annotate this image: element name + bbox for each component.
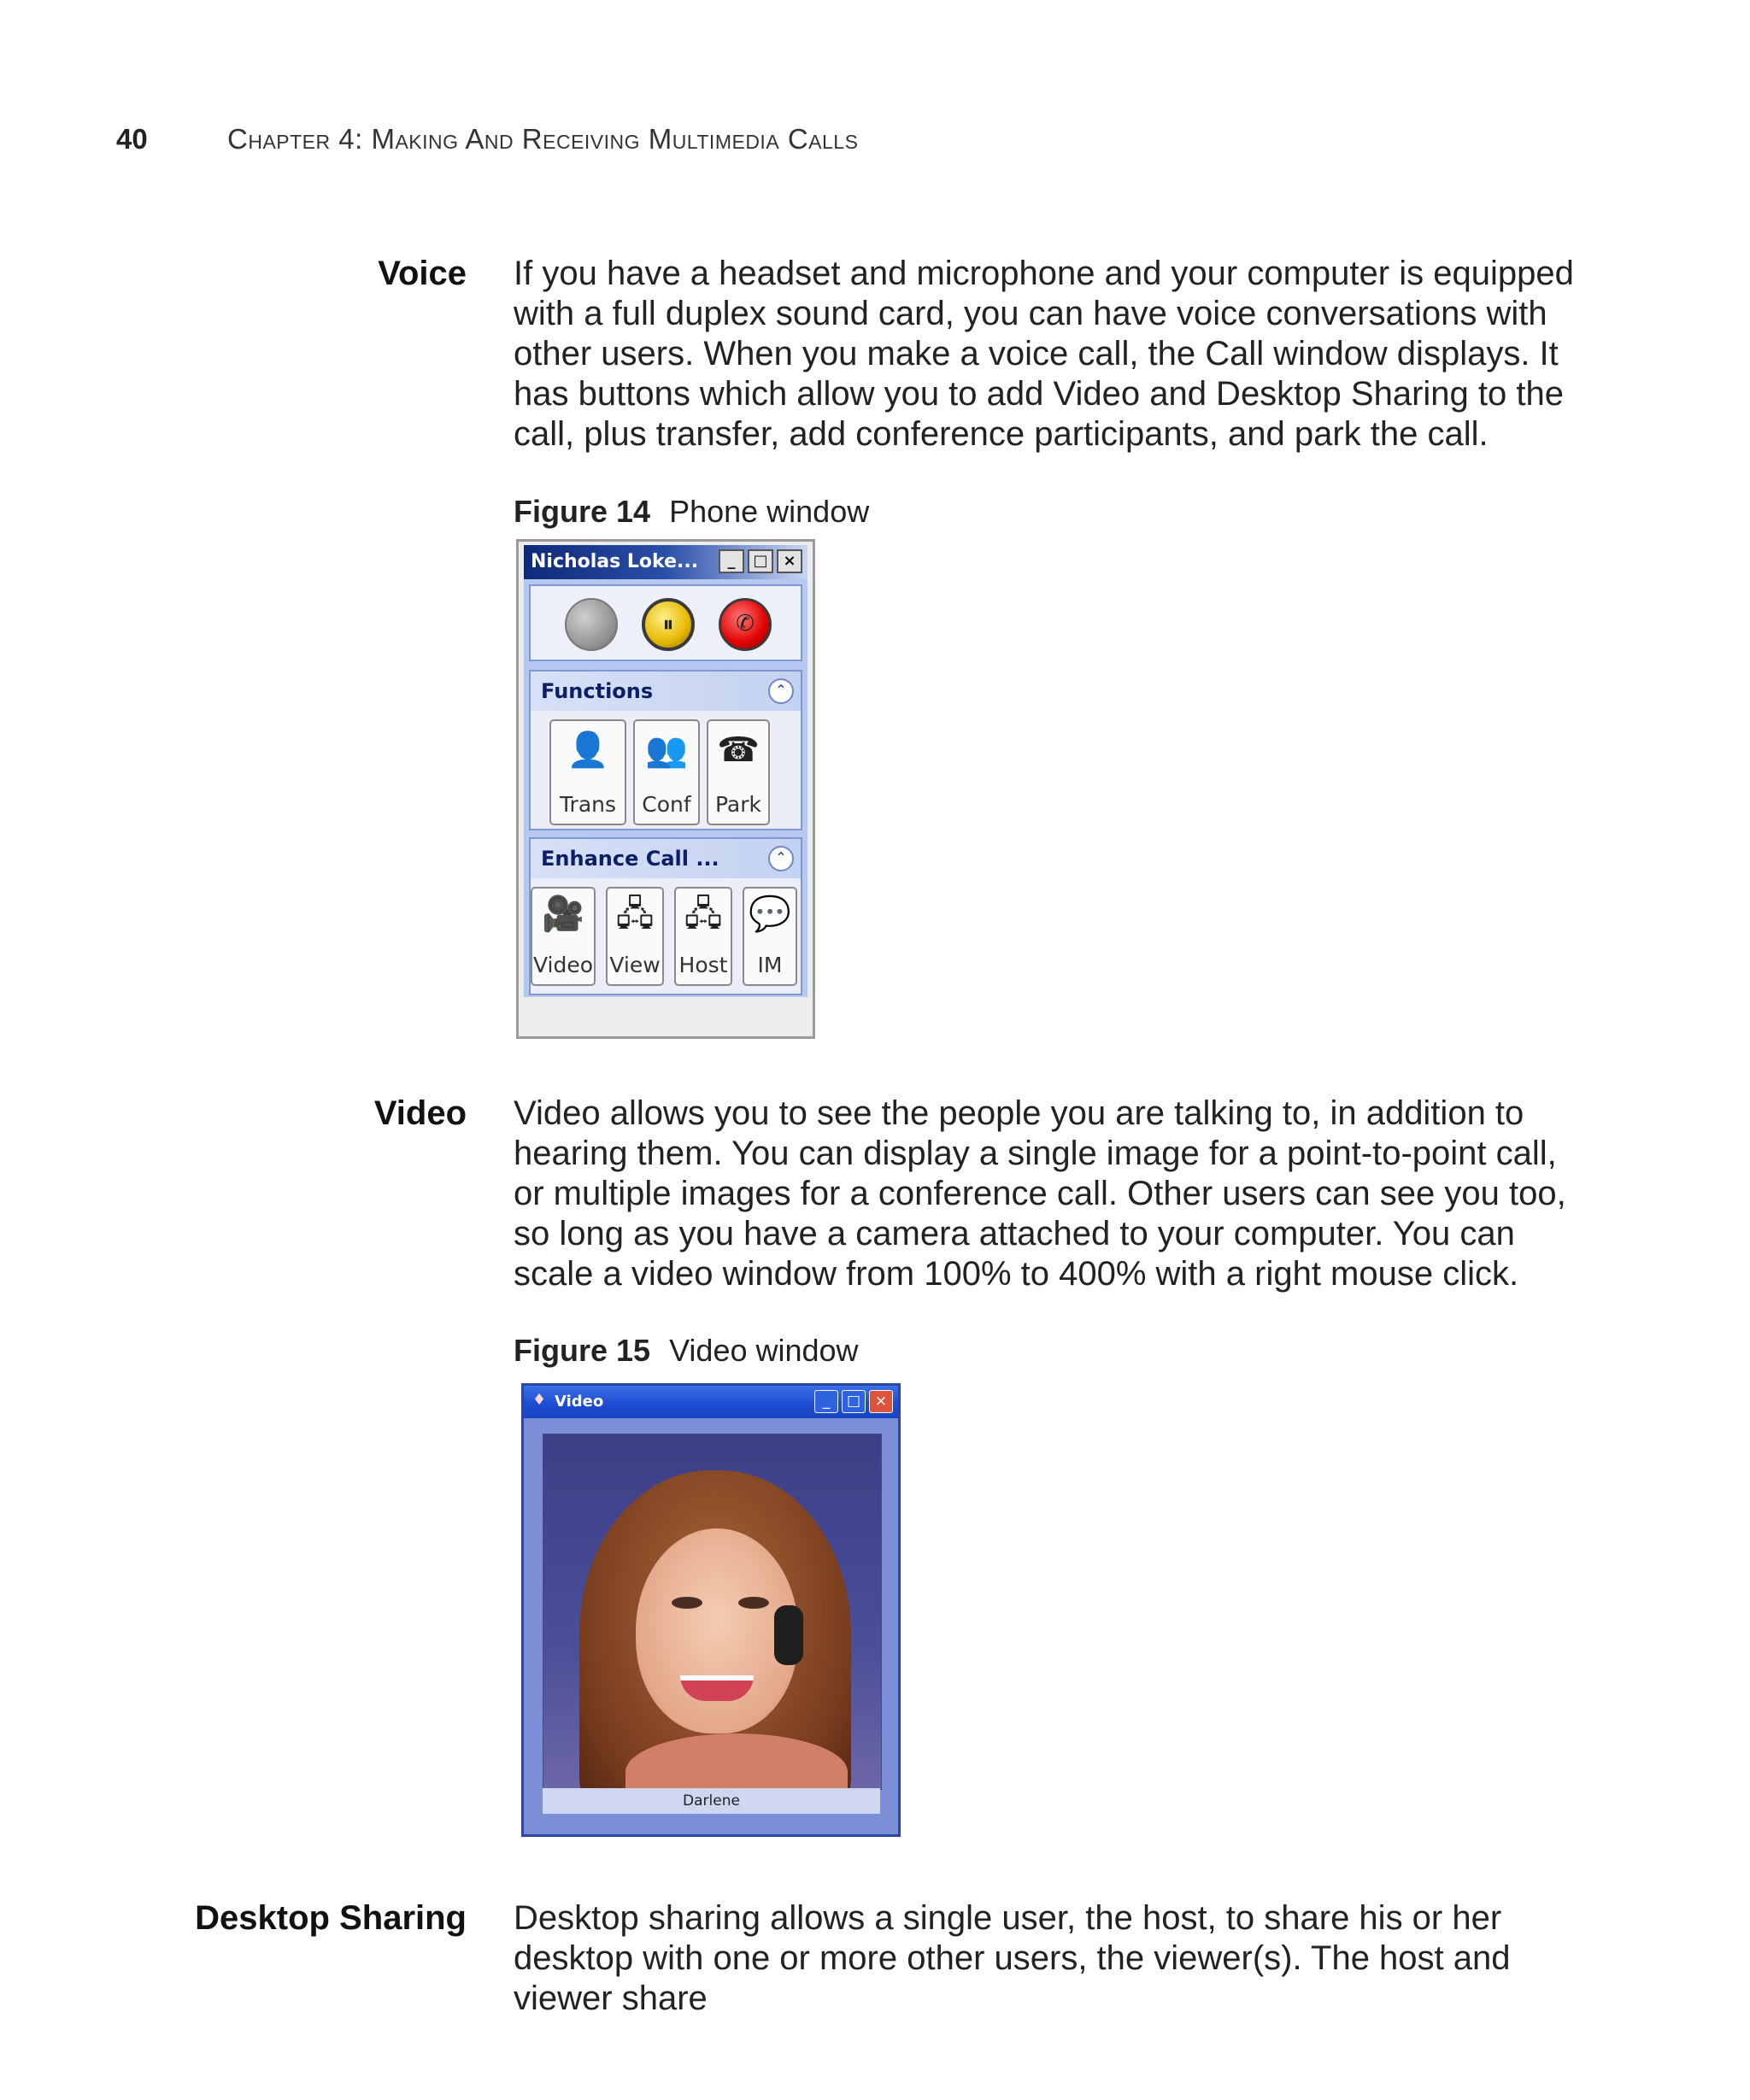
minimize-button[interactable]: _ (719, 549, 744, 573)
video-window (521, 1383, 901, 1837)
chat-bubble-icon: 💬 (749, 895, 791, 934)
conference-label: Conf (642, 792, 691, 817)
im-button[interactable] (743, 887, 797, 986)
video-window-titlebar[interactable] (524, 1386, 898, 1418)
voice-paragraph: If you have a headset and microphone and your computer is equipped with a full duplex sound card, you can have voice conversations with other users. When you make a voice call, the Call window displays. It has buttons which allow you to add Video and Desktop Sharing to the call, plus transfer, add conference participants, and park the call. (514, 255, 1574, 453)
figure-14-title: Phone window (669, 494, 870, 529)
headset-icon (774, 1605, 803, 1665)
view-label: View (609, 953, 661, 977)
network-computers-icon: 🖧 (615, 895, 655, 934)
maximize-button[interactable]: □ (748, 549, 773, 573)
network-computers-icon: 🖧 (684, 895, 723, 934)
hang-up-icon: ✆ (736, 611, 755, 636)
enhance-call-panel (529, 837, 802, 995)
hang-up-button[interactable] (719, 598, 772, 651)
functions-panel (529, 670, 802, 830)
phone-window-body (524, 545, 807, 997)
host-label: Host (678, 953, 728, 977)
enhance-call-header[interactable] (531, 839, 801, 878)
park-label: Park (714, 792, 762, 817)
desktop-sharing-paragraph: Desktop sharing allows a single user, the host, to share his or her desktop with one or more other users, the viewer(s). The host and viewer share (514, 1899, 1511, 2017)
park-icon: ☎ (717, 730, 760, 770)
window-controls (719, 549, 802, 573)
video-window-title: Video (555, 1393, 604, 1411)
functions-title: Functions (541, 679, 654, 703)
hold-icon: ⏸ (662, 612, 674, 637)
participant-name-bar (543, 1788, 880, 1814)
close-button[interactable]: × (869, 1390, 893, 1413)
phone-window-title: Nicholas Loke... (531, 551, 699, 572)
functions-header[interactable] (531, 672, 801, 711)
view-button[interactable] (606, 887, 664, 986)
close-button[interactable]: × (777, 549, 802, 573)
app-icon: ♦ (532, 1391, 547, 1409)
person-left-eye (672, 1597, 702, 1609)
window-controls (814, 1390, 893, 1413)
answer-call-button[interactable] (565, 598, 618, 651)
transfer-icon: 👤 (567, 730, 609, 770)
video-paragraph: Video allows you to see the people you are talking to, in addition to hearing them. You can display a single image for a point-to-point call, or multiple images for a conference call. Other users can see you too, so long as you have a camera attached to your computer. You can scale a video window from 100% to 400% with a right mouse click. (514, 1094, 1566, 1293)
figure-14-label: Figure 14 (514, 494, 651, 529)
page-number: 40 (116, 123, 148, 155)
video-button[interactable] (531, 887, 596, 986)
video-feed[interactable] (543, 1434, 882, 1790)
phone-window-titlebar[interactable] (524, 545, 807, 579)
minimize-button[interactable]: _ (814, 1390, 838, 1413)
host-button[interactable] (674, 887, 732, 986)
hold-call-button[interactable] (642, 598, 695, 651)
call-controls-panel (529, 584, 802, 661)
maximize-button[interactable]: □ (842, 1390, 866, 1413)
transfer-button[interactable] (549, 719, 626, 825)
desktop-sharing-heading: Desktop Sharing (195, 1899, 467, 1937)
video-label: Video (532, 953, 594, 977)
video-camera-icon: 🎥 (542, 895, 584, 934)
voice-heading: Voice (378, 255, 467, 292)
figure-15-caption (514, 1333, 859, 1369)
figure-15-label: Figure 15 (514, 1333, 651, 1368)
collapse-functions-icon[interactable]: ⌃ (768, 678, 794, 704)
participant-name: Darlene (683, 1792, 740, 1810)
running-head: Chapter 4: Making And Receiving Multimedia Calls (227, 123, 859, 155)
video-heading: Video (373, 1094, 467, 1132)
phone-window (516, 539, 815, 1039)
collapse-enhance-icon[interactable]: ⌃ (768, 846, 794, 871)
figure-15-title: Video window (669, 1333, 859, 1368)
enhance-call-title: Enhance Call ... (541, 847, 719, 871)
park-button[interactable] (707, 719, 770, 825)
figure-14-caption (514, 494, 869, 530)
conference-button[interactable] (633, 719, 700, 825)
im-label: IM (757, 953, 783, 977)
transfer-label: Trans (559, 792, 617, 817)
conference-icon: 👥 (645, 730, 688, 770)
person-right-eye (738, 1597, 769, 1609)
